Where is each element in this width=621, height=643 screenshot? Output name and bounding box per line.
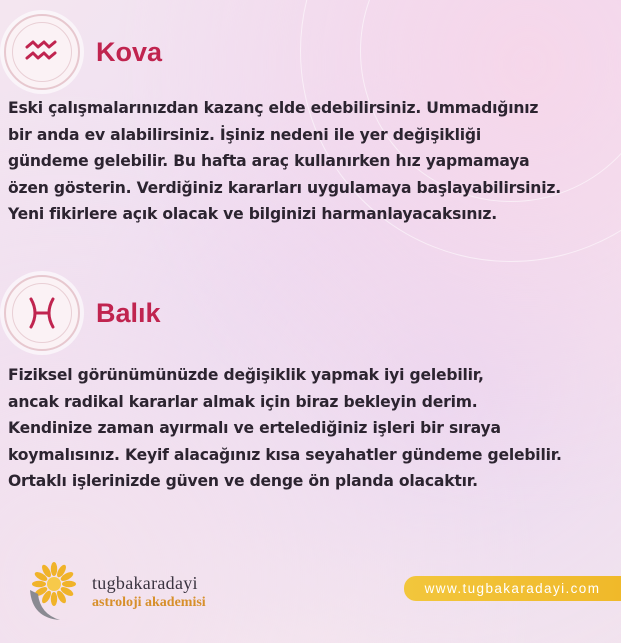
- horoscope-text-kova: [8, 95, 618, 228]
- text-line: Kendinize zaman ayırmalı ve ertelediğiniz işleri bir sıraya: [8, 419, 501, 437]
- brand-subtitle: astroloji akademisi: [92, 595, 206, 610]
- website-url-bar[interactable]: [404, 576, 621, 601]
- sign-title: Kova: [96, 36, 163, 67]
- text-line: özen gösterin. Verdiğiniz kararları uygulamaya başlayabilirsiniz.: [8, 178, 561, 197]
- text-line: koymalısınız. Keyif alacağınız kısa seyahatler gündeme gelebilir.: [8, 445, 562, 464]
- aquarius-icon: [25, 38, 59, 66]
- text-line: gündeme gelebilir. Bu hafta araç kullanırken hız yapmamaya: [8, 152, 530, 170]
- pisces-icon: [25, 296, 59, 330]
- brand-logo: [24, 560, 206, 624]
- sign-header-balik: [4, 275, 161, 351]
- text-line: Yeni fikirlere açık olacak ve bilginizi harmanlayacaksınız.: [8, 205, 498, 223]
- text-line: Fiziksel görünümünüzde değişiklik yapmak iyi gelebilir,: [8, 366, 484, 384]
- text-line: Eski çalışmalarınızdan kazanç elde edebilirsiniz. Ummadığınız: [8, 99, 539, 117]
- sign-badge: [4, 14, 80, 90]
- sign-badge: [4, 275, 80, 351]
- website-url[interactable]: www.tugbakaradayi.com: [424, 581, 601, 596]
- sign-header-kova: [4, 14, 162, 90]
- text-line: bir anda ev alabilirsiniz. İşiniz nedeni ile yer değişikliği: [8, 125, 481, 144]
- sign-title: Balık: [96, 297, 161, 328]
- sun-moon-logo-icon: [24, 560, 82, 624]
- text-line: Ortaklı işlerinizde güven ve denge ön planda olacaktır.: [8, 472, 478, 490]
- horoscope-text-balik: [8, 362, 618, 495]
- text-line: ancak radikal kararlar almak için biraz bekleyin derim.: [8, 392, 478, 411]
- brand-name: tugbakaradayi: [92, 573, 198, 593]
